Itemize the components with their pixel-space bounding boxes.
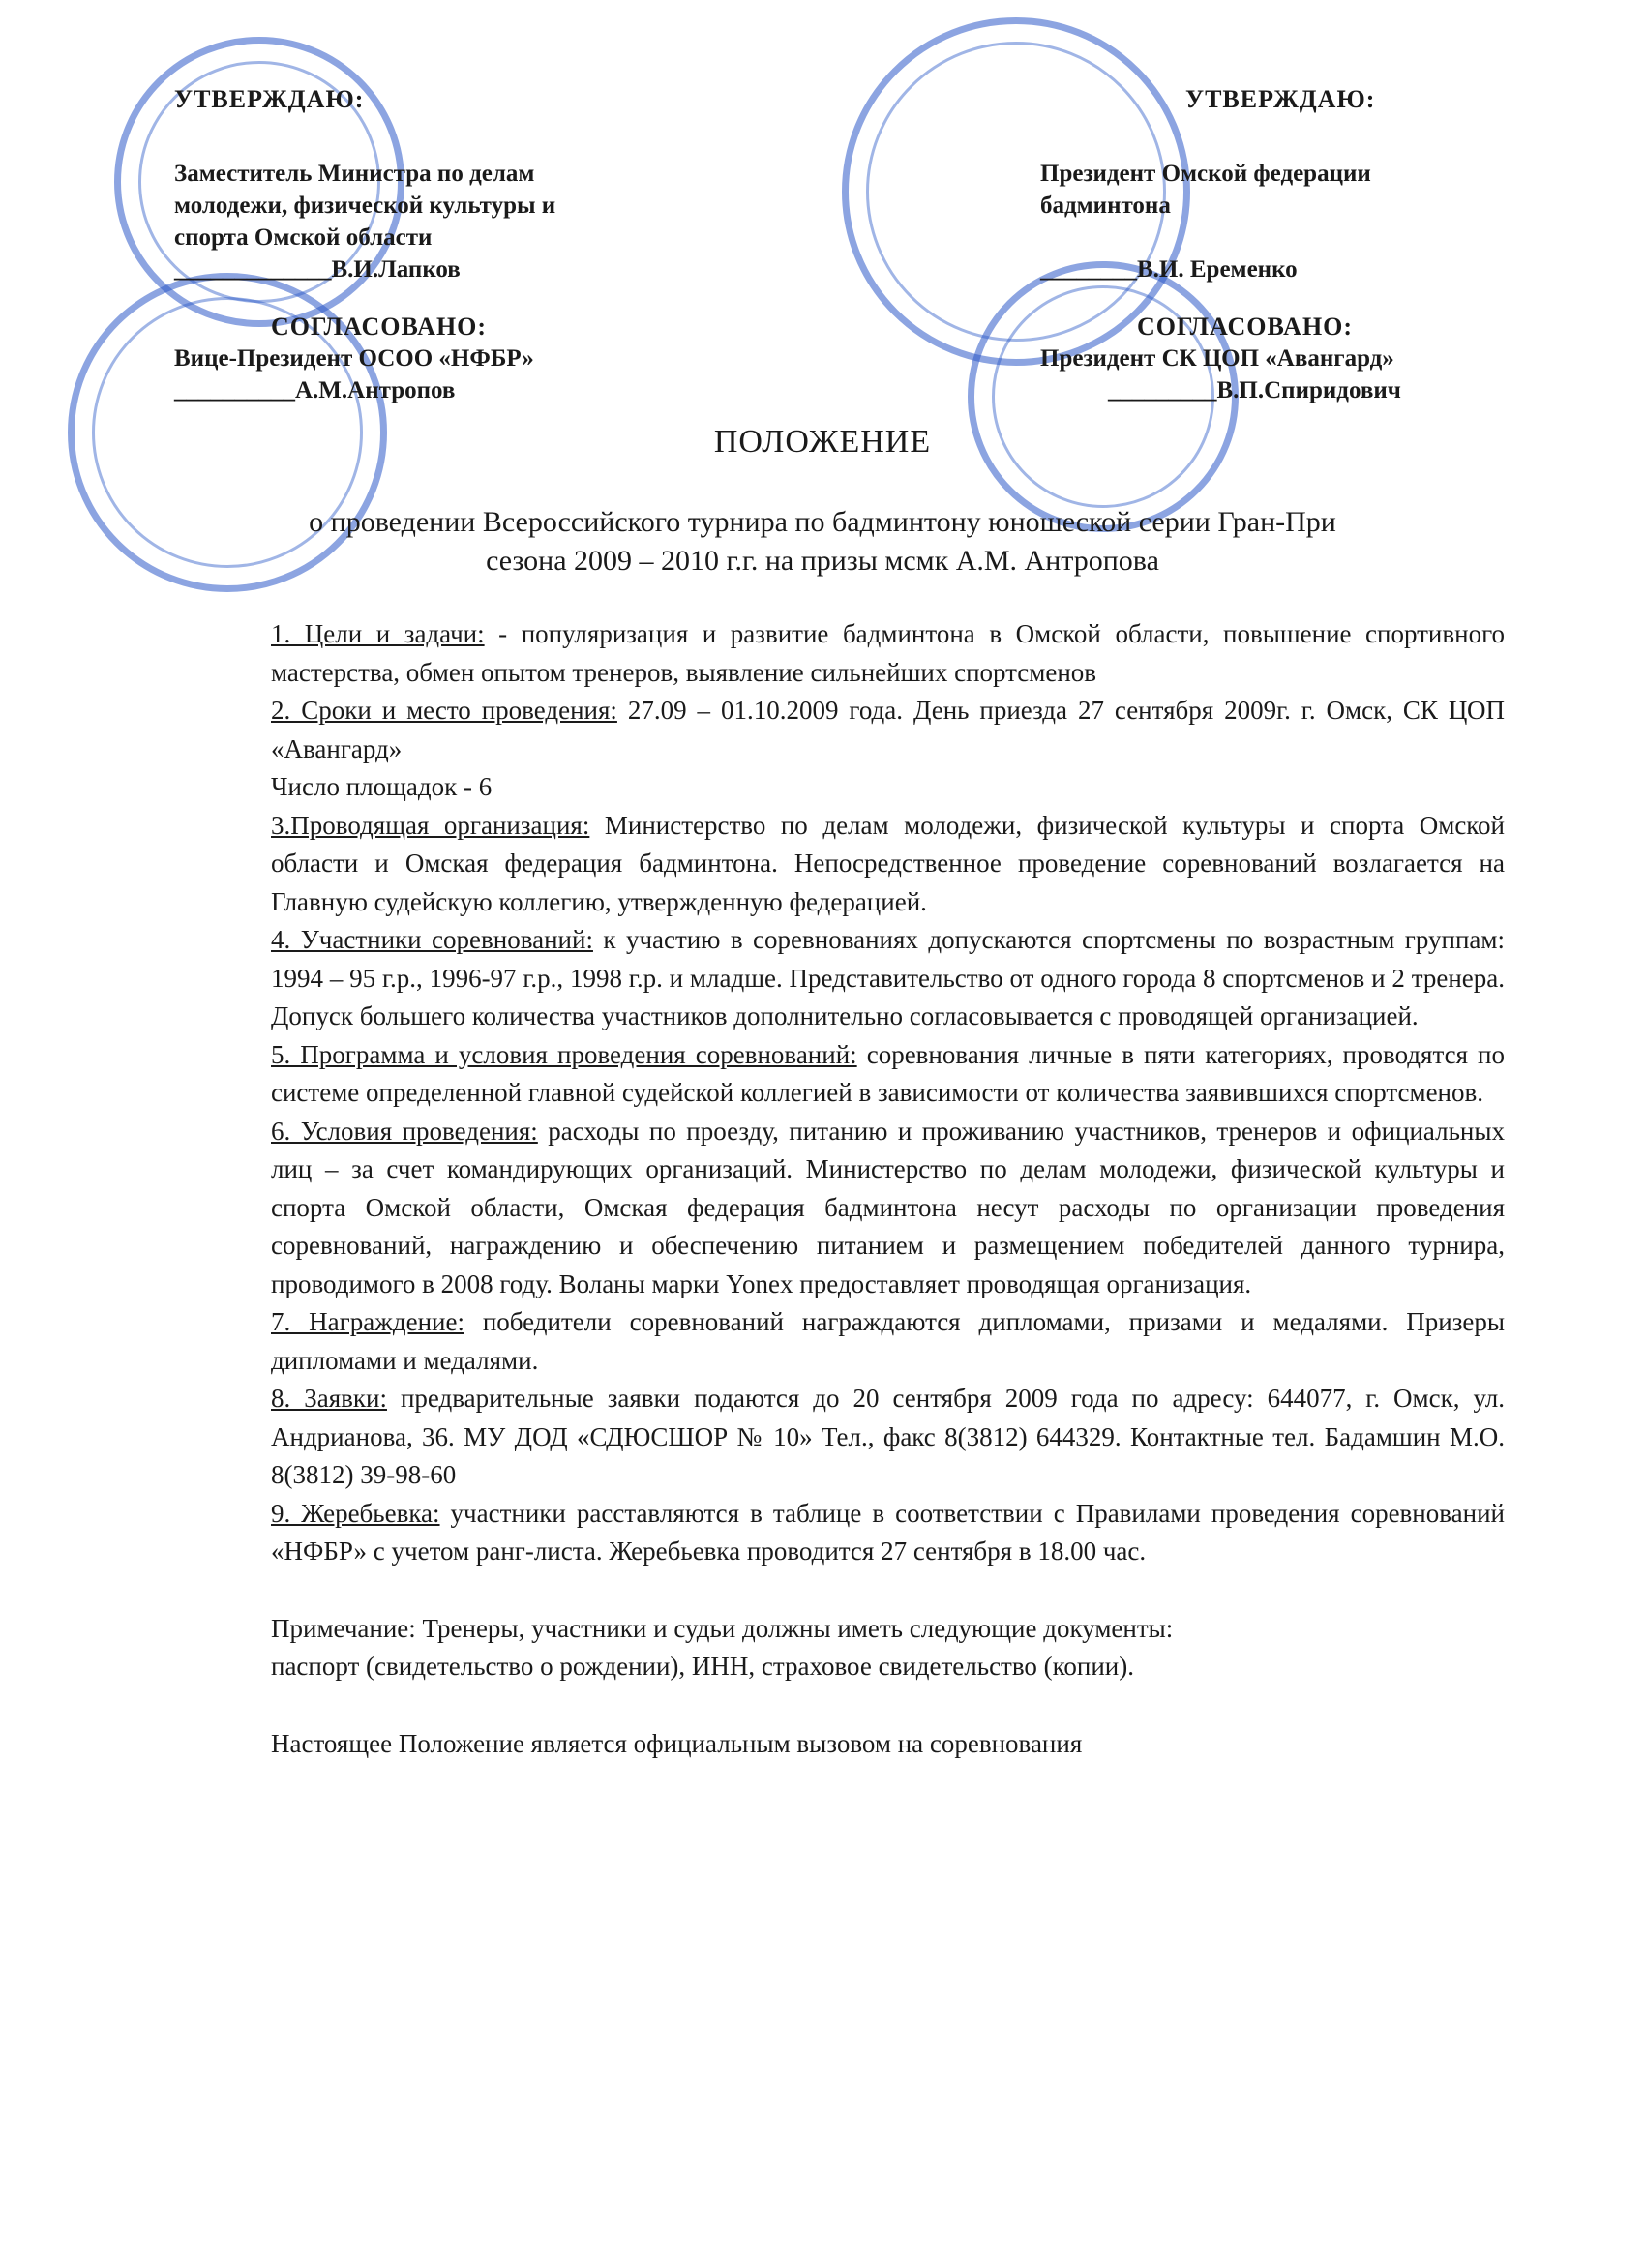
approval-left-position-1: Заместитель Министра по делам xyxy=(174,161,535,187)
section-heading: 5. Программа и условия проведения соревнований: xyxy=(271,1039,857,1069)
section-text: 27.09 – 01.10.2009 года. День приезда 27 сентября 2009г. г. Омск, СК ЦОП «Авангард» xyxy=(271,696,1505,763)
section-1 xyxy=(271,615,1505,692)
section-text: - популяризация и развитие бадминтона в Омской области, повышение спортивного мастерства, обмен опытом тренеров, выявление сильнейших спортсменов xyxy=(271,619,1505,687)
spacer xyxy=(271,1571,1505,1610)
approval-right-agreed-heading: СОГЛАСОВАНО: xyxy=(1137,313,1354,341)
section-7 xyxy=(271,1303,1505,1380)
section-heading: 1. Цели и задачи: xyxy=(271,619,485,648)
section-6 xyxy=(271,1113,1505,1304)
approval-left-heading: УТВЕРЖДАЮ: xyxy=(174,85,365,113)
approval-left-agreed-name: __________А.М.Антропов xyxy=(174,377,456,403)
section-courts xyxy=(271,768,1505,807)
approval-right xyxy=(1040,83,1543,406)
section-5 xyxy=(271,1036,1505,1113)
section-3 xyxy=(271,807,1505,922)
approval-left-agreed-position: Вице-Президент ОСОО «НФБР» xyxy=(174,345,534,372)
section-9 xyxy=(271,1495,1505,1571)
section-text: расходы по проезду, питанию и проживанию участников, тренеров и официальных лиц – за счет командирующих организаций. Министерство по делам молодежи, физической культуры и спорта Омской области, Омская федерация бадминтона несут расходы по организации проведения соревнований, награждению и обеспечению питанием и размещением победителей данного турнира, проводимого в 2008 году. Воланы марки Yonex предоставляет проводящая организация. xyxy=(271,1116,1506,1298)
section-text: Число площадок - 6 xyxy=(271,772,493,801)
section-heading: 4. Участники соревнований: xyxy=(271,925,593,954)
approval-right-position-1: Президент Омской федерации xyxy=(1040,161,1371,187)
section-text: соревнования личные в пяти категориях, проводятся по системе определенной главной судейской коллегией в зависимости от количества заявившихся спортсменов. xyxy=(271,1039,1505,1107)
section-text: к участию в соревнованиях допускаются спортсмены по возрастным группам: 1994 – 95 г.р., 1996-97 г.р., 1998 г.р. и младше. Представительство от одного города 8 спортсменов и 2 тренера. Допуск большего количества участников дополнительно согласовывается с проводящей организацией. xyxy=(271,925,1505,1030)
approval-left-agreed-heading: СОГЛАСОВАНО: xyxy=(271,313,488,341)
section-text: Министерство по делам молодежи, физической культуры и спорта Омской области и Омская федерация бадминтона. Непосредственное проведение соревнований возлагается на Главную судейскую коллегию, утвержденную федерацией. xyxy=(271,810,1506,916)
note-line-2: паспорт (свидетельство о рождении), ИНН, страховое свидетельство (копии). xyxy=(271,1652,1135,1681)
document-title: ПОЛОЖЕНИЕ xyxy=(713,424,932,460)
section-heading: 3.Проводящая организация: xyxy=(271,810,590,840)
section-text: участники расставляются в таблице в соответствии с Правилами проведения соревнований «НФБР» с учетом ранг-листа. Жеребьевка проводится 27 сентября в 18.00 час. xyxy=(271,1498,1505,1566)
approval-right-heading: УТВЕРЖДАЮ: xyxy=(1185,85,1376,113)
approval-right-position-2: бадминтона xyxy=(1040,193,1171,219)
approval-left-signature: _____________В.И.Лапков xyxy=(174,256,461,283)
section-text: победители соревнований награждаются дипломами, призами и медалями. Призеры дипломами и медалями. xyxy=(271,1307,1505,1375)
document-subtitle-line-2: сезона 2009 – 2010 г.г. на призы мсмк А.М. Антропова xyxy=(486,545,1159,577)
approval-left-position-3: спорта Омской области xyxy=(174,224,433,251)
section-heading: 9. Жеребьевка: xyxy=(271,1498,440,1528)
document-subtitle xyxy=(0,503,1645,581)
approval-left-position-2: молодежи, физической культуры и xyxy=(174,193,556,219)
approval-right-agreed-name: _________В.П.Спиридович xyxy=(1108,377,1401,403)
section-heading: 7. Награждение: xyxy=(271,1307,464,1336)
approval-right-agreed-position: Президент СК ЦОП «Авангард» xyxy=(1040,345,1394,372)
document-subtitle-line-1: о проведении Всероссийского турнира по бадминтону юношеской серии Гран-При xyxy=(309,506,1336,538)
section-heading: 8. Заявки: xyxy=(271,1384,387,1413)
section-heading: 6. Условия проведения: xyxy=(271,1116,538,1146)
closing-text: Настоящее Положение является официальным вызовом на соревнования xyxy=(271,1728,1083,1758)
section-8 xyxy=(271,1380,1505,1495)
note-line-1: Примечание: Тренеры, участники и судьи должны иметь следующие документы: xyxy=(271,1613,1174,1643)
approval-left xyxy=(174,83,677,406)
section-text: предварительные заявки подаются до 20 сентября 2009 года по адресу: 644077, г. Омск, ул. Андрианова, 36. МУ ДОД «СДЮСШОР № 10» Тел., факс 8(3812) 644329. Контактные тел. Бадамшин М.О. 8(3812) 39-98-60 xyxy=(271,1384,1506,1489)
section-heading: 2. Сроки и место проведения: xyxy=(271,696,617,725)
section-2 xyxy=(271,692,1505,768)
approval-right-signature: ________В.И. Еременко xyxy=(1040,256,1298,283)
document-body xyxy=(271,615,1505,1763)
section-4 xyxy=(271,921,1505,1036)
spacer xyxy=(271,1686,1505,1725)
